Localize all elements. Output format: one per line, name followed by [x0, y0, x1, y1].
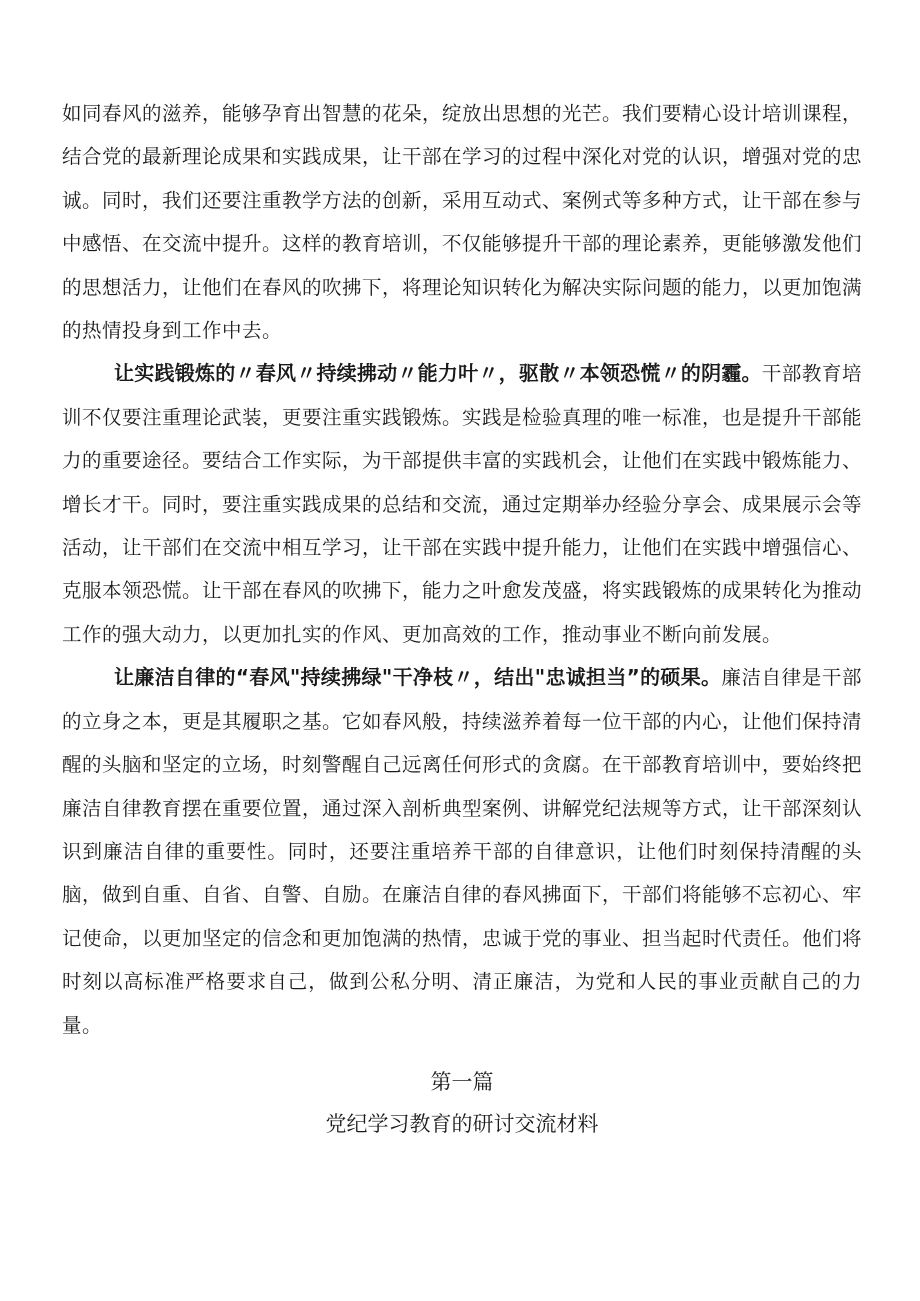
section-integrity-body: 廉洁自律是干部的立身之本，更是其履职之基。它如春风般，持续滋养着每一位干部的内心，让他们保持清醒的头脑和坚定的立场，时刻警醒自己远离任何形式的贪腐。在干部教育培训中，要始终把廉洁自律教育摆在重要位置，通过深入剖析典型案例、讲解党纪法规等方式，让干部深刻认识到廉洁自律的重要性。同时，还要注重培养干部的自律意识，让他们时刻保持清醒的头脑，做到自重、自省、自警、自励。在廉洁自律的春风拂面下，干部们将能够不忘初心、牢记使命，以更加坚定的信念和更加饱满的热情，忠诚于党的事业、担当起时代责任。他们将时刻以高标准严格要求自己，做到公私分明、清正廉洁，为党和人民的事业贡献自己的力量。 — [62, 666, 863, 1037]
section-integrity — [62, 656, 862, 1047]
document-title: 党纪学习教育的研讨交流材料 — [325, 1111, 599, 1136]
paragraph-spring-breeze-training: 如同春风的滋养，能够孕育出智慧的花朵，绽放出思想的光芒。我们要精心设计培训课程，结合党的最新理论成果和实践成果，让干部在学习的过程中深化对党的认识，增强对党的忠诚。同时，我们还要注重教学方法的创新，采用互动式、案例式等多种方式，让干部在参与中感悟、在交流中提升。这样的教育培训，不仅能够提升干部的理论素养，更能够激发他们的思想活力，让他们在春风的吹拂下，将理论知识转化为解决实际问题的能力，以更加饱满的热情投身到工作中去。 — [62, 102, 863, 343]
section-integrity-heading: 让廉洁自律的“春风"持续拂绿"干净枝〃，结出"忠诚担当”的硕果。 — [114, 665, 722, 690]
section-practice-heading: 让实践锻炼的〃春风〃持续拂动〃能力叶〃，驱散〃本领恐慌〃的阴霾。 — [114, 361, 762, 386]
section-label: 第一篇 — [430, 1069, 494, 1094]
section-practice — [62, 352, 862, 656]
document-page — [62, 92, 862, 1145]
section-practice-body: 干部教育培训不仅要注重理论武装，更要注重实践锻炼。实践是检验真理的唯一标准，也是提升干部能力的重要途径。要结合工作实际，为干部提供丰富的实践机会，让他们在实践中锻炼能力、增长才干。同时，要注重实践成果的总结和交流，通过定期举办经验分享会、成果展示会等活动，让干部们在交流中相互学习，让干部在实践中提升能力，让他们在实践中增强信心、克服本领恐慌。让干部在春风的吹拂下，能力之叶愈发茂盛，将实践锻炼的成果转化为推动工作的强大动力，以更加扎实的作风、更加高效的工作，推动事业不断向前发展。 — [62, 362, 863, 646]
